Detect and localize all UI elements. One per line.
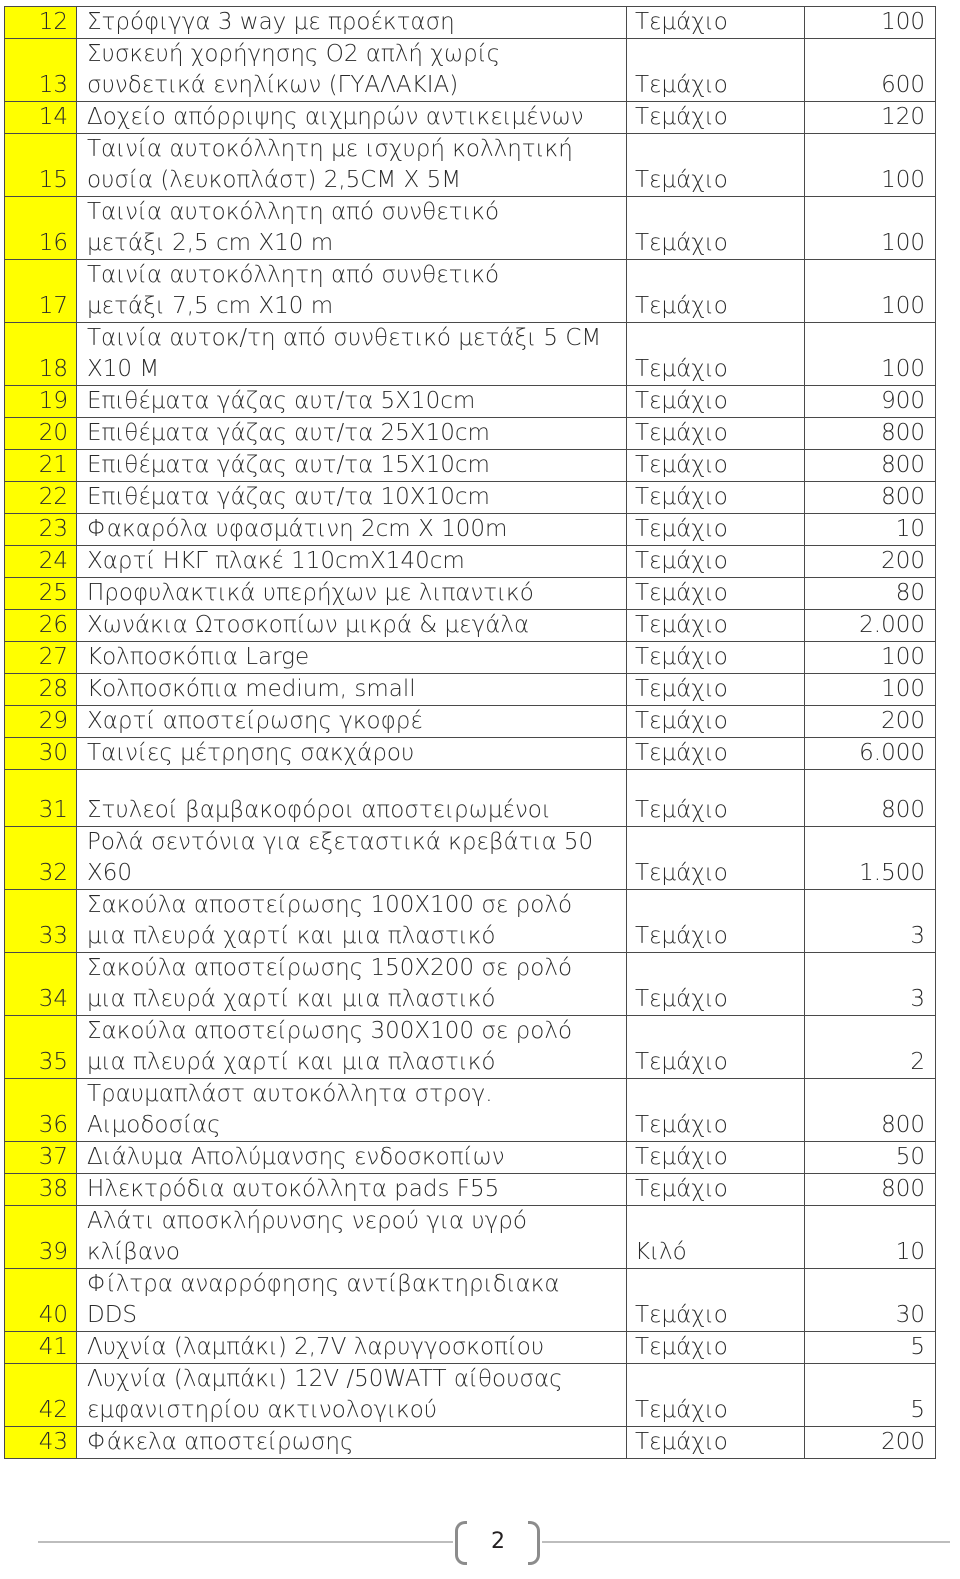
table-row — [5, 418, 936, 450]
items-table-body — [5, 7, 936, 1459]
item-number: 22 — [5, 482, 77, 514]
table-row — [5, 514, 936, 546]
item-number: 18 — [5, 323, 77, 386]
item-unit: Τεμάχιο — [627, 1364, 805, 1427]
item-number: 15 — [5, 134, 77, 197]
item-quantity: 120 — [805, 102, 936, 134]
item-unit: Τεμάχιο — [627, 514, 805, 546]
item-number: 42 — [5, 1364, 77, 1427]
item-description: Κολποσκόπια Large — [77, 642, 627, 674]
item-description: Στρόφιγγα 3 way με προέκταση — [77, 7, 627, 39]
item-unit: Τεμάχιο — [627, 642, 805, 674]
item-unit: Τεμάχιο — [627, 546, 805, 578]
item-unit: Τεμάχιο — [627, 134, 805, 197]
table-row — [5, 1427, 936, 1459]
item-unit: Τεμάχιο — [627, 39, 805, 102]
table-row — [5, 450, 936, 482]
item-quantity: 100 — [805, 642, 936, 674]
item-unit: Τεμάχιο — [627, 7, 805, 39]
item-number: 25 — [5, 578, 77, 610]
table-row — [5, 546, 936, 578]
item-number: 35 — [5, 1016, 77, 1079]
item-quantity: 800 — [805, 770, 936, 827]
table-row — [5, 1206, 936, 1269]
item-quantity: 100 — [805, 260, 936, 323]
item-description: Ταινία αυτοκόλλητη από συνθετικό μετάξι 7,5 cm X10 m — [77, 260, 627, 323]
item-quantity: 6.000 — [805, 738, 936, 770]
item-unit: Τεμάχιο — [627, 770, 805, 827]
item-description: Λυχνία (λαμπάκι) 12V /50WATT αίθουσας εμφανιστηρίου ακτινολογικού — [77, 1364, 627, 1427]
item-number: 32 — [5, 827, 77, 890]
item-number: 20 — [5, 418, 77, 450]
item-unit: Τεμάχιο — [627, 323, 805, 386]
item-unit: Τεμάχιο — [627, 1016, 805, 1079]
table-row — [5, 7, 936, 39]
table-row — [5, 1079, 936, 1142]
table-row — [5, 39, 936, 102]
item-unit: Τεμάχιο — [627, 450, 805, 482]
table-row — [5, 953, 936, 1016]
item-quantity: 100 — [805, 674, 936, 706]
item-unit: Κιλό — [627, 1206, 805, 1269]
item-description: Αλάτι αποσκλήρυνσης νερού για υγρό κλίβανο — [77, 1206, 627, 1269]
item-unit: Τεμάχιο — [627, 827, 805, 890]
item-quantity: 2.000 — [805, 610, 936, 642]
close-brace-icon — [528, 1521, 540, 1565]
item-unit: Τεμάχιο — [627, 890, 805, 953]
item-unit: Τεμάχιο — [627, 953, 805, 1016]
item-quantity: 2 — [805, 1016, 936, 1079]
table-row — [5, 1016, 936, 1079]
item-description: Χωνάκια Ωτοσκοπίων μικρά & μεγάλα — [77, 610, 627, 642]
item-quantity: 800 — [805, 418, 936, 450]
table-row — [5, 323, 936, 386]
item-number: 13 — [5, 39, 77, 102]
item-quantity: 800 — [805, 1079, 936, 1142]
table-row — [5, 134, 936, 197]
item-quantity: 900 — [805, 386, 936, 418]
item-description: Επιθέματα γάζας αυτ/τα 5X10cm — [77, 386, 627, 418]
item-unit: Τεμάχιο — [627, 578, 805, 610]
item-description: Διάλυμα Απολύμανσης ενδοσκοπίων — [77, 1142, 627, 1174]
item-quantity: 10 — [805, 514, 936, 546]
table-row — [5, 482, 936, 514]
table-row — [5, 1364, 936, 1427]
item-description: Χαρτί ΗΚΓ πλακέ 110cmX140cm — [77, 546, 627, 578]
item-number: 17 — [5, 260, 77, 323]
item-number: 19 — [5, 386, 77, 418]
table-row — [5, 386, 936, 418]
item-description: Ταινίες μέτρησης σακχάρου — [77, 738, 627, 770]
item-unit: Τεμάχιο — [627, 418, 805, 450]
table-row — [5, 642, 936, 674]
item-number: 16 — [5, 197, 77, 260]
item-quantity: 600 — [805, 39, 936, 102]
item-description: Σακούλα αποστείρωσης 150X200 σε ρολό μια πλευρά χαρτί και μια πλαστικό — [77, 953, 627, 1016]
item-unit: Τεμάχιο — [627, 674, 805, 706]
item-quantity: 5 — [805, 1332, 936, 1364]
item-description: Επιθέματα γάζας αυτ/τα 10X10cm — [77, 482, 627, 514]
item-quantity: 200 — [805, 1427, 936, 1459]
item-number: 36 — [5, 1079, 77, 1142]
table-row — [5, 102, 936, 134]
item-number: 41 — [5, 1332, 77, 1364]
item-description: Ρολά σεντόνια για εξεταστικά κρεβάτια 50 X60 — [77, 827, 627, 890]
item-quantity: 3 — [805, 953, 936, 1016]
page-number: 2 — [491, 1529, 505, 1554]
item-unit: Τεμάχιο — [627, 1427, 805, 1459]
item-number: 23 — [5, 514, 77, 546]
item-description: Ηλεκτρόδια αυτοκόλλητα pads F55 — [77, 1174, 627, 1206]
table-row — [5, 770, 936, 827]
item-number: 14 — [5, 102, 77, 134]
item-number: 29 — [5, 706, 77, 738]
item-quantity: 80 — [805, 578, 936, 610]
item-quantity: 1.500 — [805, 827, 936, 890]
item-description: Λυχνία (λαμπάκι) 2,7V λαρυγγοσκοπίου — [77, 1332, 627, 1364]
item-quantity: 50 — [805, 1142, 936, 1174]
item-unit: Τεμάχιο — [627, 1174, 805, 1206]
item-unit: Τεμάχιο — [627, 102, 805, 134]
item-quantity: 800 — [805, 1174, 936, 1206]
item-unit: Τεμάχιο — [627, 706, 805, 738]
item-description: Φίλτρα αναρρόφησης αντίβακτηριδιακα DDS — [77, 1269, 627, 1332]
footer-rule-left — [38, 1541, 453, 1543]
item-description: Ταινία αυτοκ/τη από συνθετικό μετάξι 5 CM X10 M — [77, 323, 627, 386]
table-row — [5, 674, 936, 706]
table-row — [5, 890, 936, 953]
table-row — [5, 260, 936, 323]
item-quantity: 100 — [805, 134, 936, 197]
item-quantity: 100 — [805, 7, 936, 39]
item-unit: Τεμάχιο — [627, 1142, 805, 1174]
item-number: 38 — [5, 1174, 77, 1206]
item-description: Συσκευή χορήγησης Ο2 απλή χωρίς συνδετικά ενηλίκων (ΓΥΑΛΑΚΙΑ) — [77, 39, 627, 102]
table-row — [5, 1142, 936, 1174]
open-brace-icon — [455, 1521, 467, 1565]
table-row — [5, 827, 936, 890]
footer-rule-right — [542, 1541, 950, 1543]
item-number: 43 — [5, 1427, 77, 1459]
item-unit: Τεμάχιο — [627, 1332, 805, 1364]
item-description: Κολποσκόπια medium, small — [77, 674, 627, 706]
item-number: 34 — [5, 953, 77, 1016]
table-row — [5, 706, 936, 738]
item-quantity: 200 — [805, 546, 936, 578]
item-description: Επιθέματα γάζας αυτ/τα 15X10cm — [77, 450, 627, 482]
item-number: 21 — [5, 450, 77, 482]
item-number: 33 — [5, 890, 77, 953]
item-description: Προφυλακτικά υπερήχων με λιπαντικό — [77, 578, 627, 610]
item-number: 31 — [5, 770, 77, 827]
item-description: Φάκελα αποστείρωσης — [77, 1427, 627, 1459]
table-row — [5, 1332, 936, 1364]
item-unit: Τεμάχιο — [627, 738, 805, 770]
item-number: 39 — [5, 1206, 77, 1269]
item-description: Δοχείο απόρριψης αιχμηρών αντικειμένων — [77, 102, 627, 134]
item-description: Χαρτί αποστείρωσης γκοφρέ — [77, 706, 627, 738]
item-quantity: 100 — [805, 197, 936, 260]
item-description: Στυλεοί βαμβακοφόροι αποστειρωμένοι — [77, 770, 627, 827]
table-row — [5, 610, 936, 642]
item-description: Επιθέματα γάζας αυτ/τα 25X10cm — [77, 418, 627, 450]
table-row — [5, 197, 936, 260]
item-description: Τραυμαπλάστ αυτοκόλλητα στρογ. Αιμοδοσίας — [77, 1079, 627, 1142]
table-row — [5, 578, 936, 610]
table-row — [5, 1174, 936, 1206]
item-quantity: 200 — [805, 706, 936, 738]
item-quantity: 100 — [805, 323, 936, 386]
items-table — [4, 6, 936, 1459]
item-number: 26 — [5, 610, 77, 642]
table-row — [5, 1269, 936, 1332]
item-quantity: 10 — [805, 1206, 936, 1269]
item-description: Ταινία αυτοκόλλητη με ισχυρή κολλητική ουσία (λευκοπλάστ) 2,5CM X 5M — [77, 134, 627, 197]
item-unit: Τεμάχιο — [627, 260, 805, 323]
item-number: 24 — [5, 546, 77, 578]
item-quantity: 800 — [805, 450, 936, 482]
item-number: 27 — [5, 642, 77, 674]
item-unit: Τεμάχιο — [627, 610, 805, 642]
item-number: 37 — [5, 1142, 77, 1174]
item-unit: Τεμάχιο — [627, 197, 805, 260]
item-quantity: 5 — [805, 1364, 936, 1427]
item-description: Φακαρόλα υφασμάτινη 2cm X 100m — [77, 514, 627, 546]
item-unit: Τεμάχιο — [627, 386, 805, 418]
item-description: Σακούλα αποστείρωσης 100X100 σε ρολό μια πλευρά χαρτί και μια πλαστικό — [77, 890, 627, 953]
item-number: 28 — [5, 674, 77, 706]
item-number: 40 — [5, 1269, 77, 1332]
item-description: Σακούλα αποστείρωσης 300X100 σε ρολό μια πλευρά χαρτί και μια πλαστικό — [77, 1016, 627, 1079]
item-description: Ταινία αυτοκόλλητη από συνθετικό μετάξι 2,5 cm X10 m — [77, 197, 627, 260]
item-unit: Τεμάχιο — [627, 1079, 805, 1142]
item-number: 12 — [5, 7, 77, 39]
item-number: 30 — [5, 738, 77, 770]
item-quantity: 30 — [805, 1269, 936, 1332]
table-row — [5, 738, 936, 770]
item-unit: Τεμάχιο — [627, 482, 805, 514]
item-unit: Τεμάχιο — [627, 1269, 805, 1332]
item-quantity: 800 — [805, 482, 936, 514]
item-quantity: 3 — [805, 890, 936, 953]
